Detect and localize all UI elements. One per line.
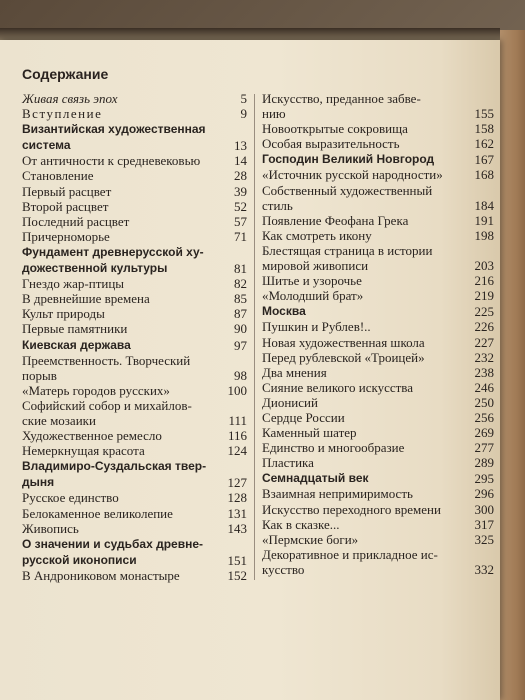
toc-page-number: 28: [234, 168, 247, 184]
toc-entry-title: Шитье и узорочье: [262, 273, 362, 289]
toc-entry-line: [22, 413, 247, 428]
toc-entry: [262, 517, 494, 532]
toc-entry-line: [22, 521, 247, 536]
toc-entry-title: Владимиро-Суздальская твер-: [22, 459, 207, 474]
toc-entry-line: [262, 455, 494, 470]
toc-entry-line: [262, 183, 494, 198]
toc-page-number: 82: [234, 276, 247, 292]
toc-entry: [22, 321, 247, 336]
page-title: Содержание: [22, 66, 109, 82]
toc-page-number: 90: [234, 321, 247, 337]
toc-entry-line: [262, 167, 494, 182]
toc-entry: [22, 106, 247, 121]
toc-entry-title: Становление: [22, 168, 94, 184]
toc-page-number: 158: [474, 121, 494, 137]
toc-page-number: 13: [234, 138, 247, 154]
toc-page-number: 300: [474, 501, 494, 517]
toc-entry-line: [22, 368, 247, 383]
toc-entry-title: Декоративное и прикладное ис-: [262, 546, 438, 562]
toc-entry-title: В Андрониковом монастыре: [22, 567, 180, 583]
toc-page-number: 151: [227, 552, 247, 568]
toc-page-number: 289: [474, 455, 494, 471]
toc-entry-line: [22, 199, 247, 214]
toc-entry: [22, 91, 247, 106]
toc-entry-line: [22, 260, 247, 276]
toc-entry-line: [22, 398, 247, 413]
toc-page-number: 203: [474, 258, 494, 274]
toc-entry-line: [262, 303, 494, 319]
toc-entry-line: [22, 276, 247, 291]
column-divider: [254, 94, 255, 580]
toc-entry-line: [262, 243, 494, 258]
toc-entry-title: О значении и судьбах древне-: [22, 536, 203, 551]
toc-entry: [22, 536, 247, 568]
toc-entry-title: Новая художественная школа: [262, 334, 425, 350]
toc-entry-title: Господин Великий Новгород: [262, 152, 435, 167]
toc-left-column: [22, 91, 247, 583]
toc-entry-title: Искусство переходного времени: [262, 501, 441, 517]
toc-entry: [22, 229, 247, 244]
toc-entry-title: Пушкин и Рублев!..: [262, 319, 371, 335]
toc-entry-line: [22, 337, 247, 353]
toc-entry-title: Единство и многообразие: [262, 440, 405, 456]
toc-entry: [262, 455, 494, 470]
toc-entry: [22, 458, 247, 490]
toc-entry-line: [22, 306, 247, 321]
toc-entry-line: [262, 273, 494, 288]
toc-entry-line: [262, 213, 494, 228]
toc-page-number: 152: [227, 567, 247, 583]
toc-entry: [22, 383, 247, 398]
toc-page-number: 52: [234, 198, 247, 214]
toc-entry-title: Вступление: [22, 106, 103, 122]
toc-page-number: 131: [227, 505, 247, 521]
toc-entry: [262, 136, 494, 151]
toc-entry: [262, 151, 494, 167]
toc-entry: [262, 91, 494, 121]
toc-entry-title: Блестящая страница в истории: [262, 242, 433, 258]
toc-entry-title: Как смотреть икону: [262, 227, 372, 243]
toc-entry: [22, 490, 247, 505]
toc-entry: [262, 547, 494, 577]
toc-entry-title: Москва: [262, 304, 306, 319]
toc-entry-title: Киевская держава: [22, 337, 131, 352]
toc-entry-title: «Источник русской народности»: [262, 167, 443, 183]
toc-entry: [262, 350, 494, 365]
toc-entry-title: Искусство, преданное забве-: [262, 91, 421, 106]
toc-entry-title: Собственный художественный: [262, 182, 433, 198]
toc-entry: [262, 410, 494, 425]
toc-page-number: 116: [227, 428, 247, 444]
toc-page-number: 124: [227, 443, 247, 459]
toc-page-number: 216: [474, 273, 494, 289]
toc-entry-line: [22, 214, 247, 229]
toc-page-number: 225: [474, 304, 494, 320]
toc-entry-title: Взаимная непримиримость: [262, 486, 413, 502]
toc-page-number: 98: [234, 367, 247, 383]
toc-entry-line: [22, 458, 247, 474]
toc-entry-line: [262, 547, 494, 562]
toc-entry-title: Русское единство: [22, 490, 119, 506]
toc-entry-title: Причерноморье: [22, 228, 110, 244]
toc-entry-line: [262, 410, 494, 425]
toc-entry: [22, 353, 247, 383]
toc-entry-title: «Пермские боги»: [262, 531, 359, 547]
toc-entry-line: [262, 106, 494, 121]
toc-entry-title: В древнейшие времена: [22, 291, 150, 307]
toc-entry: [22, 121, 247, 153]
toc-page-number: 167: [474, 152, 494, 168]
toc-entry: [22, 291, 247, 306]
toc-entry-title: Два мнения: [262, 364, 327, 380]
toc-entry-line: [262, 395, 494, 410]
toc-entry-line: [22, 568, 247, 583]
toc-entry-line: [22, 137, 247, 153]
toc-entry: [262, 213, 494, 228]
toc-entry: [262, 365, 494, 380]
toc-page-number: 9: [240, 106, 247, 122]
toc-entry-title: русской иконописи: [22, 552, 137, 567]
toc-entry: [262, 470, 494, 486]
toc-page-number: 226: [474, 319, 494, 335]
toc-entry-line: [22, 536, 247, 552]
toc-entry-title: Новооткрытые сокровища: [262, 121, 408, 137]
toc-entry: [262, 335, 494, 350]
toc-page-number: 256: [474, 409, 494, 425]
toc-entry-title: Софийский собор и михайлов-: [22, 397, 192, 413]
toc-entry-title: «Молодший брат»: [262, 288, 364, 304]
toc-page-number: 325: [474, 531, 494, 547]
toc-page-number: 332: [474, 561, 494, 577]
toc-entry-line: [262, 502, 494, 517]
toc-entry-title: Белокаменное великолепие: [22, 505, 173, 521]
toc-entry-line: [262, 517, 494, 532]
toc-entry-title: ские мозаики: [22, 412, 96, 428]
toc-page-number: 232: [474, 349, 494, 365]
toc-page-number: 39: [234, 183, 247, 199]
toc-right-column: [262, 91, 494, 577]
toc-entry-title: Немеркнущая красота: [22, 443, 145, 459]
toc-page-number: 317: [474, 516, 494, 532]
toc-entry-title: нию: [262, 106, 286, 122]
toc-entry: [22, 428, 247, 443]
toc-entry-line: [262, 335, 494, 350]
toc-entry-title: «Матерь городов русских»: [22, 382, 170, 398]
toc-entry-line: [262, 532, 494, 547]
toc-entry-line: [262, 198, 494, 213]
toc-entry-line: [22, 490, 247, 505]
toc-page-number: 269: [474, 425, 494, 441]
toc-page-number: 198: [474, 227, 494, 243]
toc-page-number: 143: [227, 520, 247, 536]
toc-page-number: 295: [474, 471, 494, 487]
toc-entry-line: [262, 288, 494, 303]
toc-entry: [22, 521, 247, 536]
toc-entry-line: [262, 562, 494, 577]
toc-entry-line: [262, 365, 494, 380]
toc-entry-title: порыв: [22, 367, 57, 383]
toc-entry: [22, 199, 247, 214]
toc-entry-title: Живая связь эпох: [22, 91, 118, 106]
toc-entry: [22, 153, 247, 168]
toc-page-number: 162: [474, 136, 494, 152]
toc-entry-line: [22, 428, 247, 443]
toc-entry-line: [22, 291, 247, 306]
toc-page-number: 97: [234, 337, 247, 353]
toc-entry-title: От античности к средневековью: [22, 153, 201, 169]
toc-entry-line: [22, 443, 247, 458]
toc-entry: [22, 568, 247, 583]
toc-entry: [262, 502, 494, 517]
toc-page-number: 71: [234, 228, 247, 244]
toc-entry-line: [22, 229, 247, 244]
toc-entry: [22, 244, 247, 276]
toc-entry: [22, 506, 247, 521]
toc-entry-line: [22, 383, 247, 398]
toc-entry-line: [22, 552, 247, 568]
toc-entry-line: [262, 91, 494, 106]
toc-page-number: 277: [474, 440, 494, 456]
toc-page-number: 81: [234, 261, 247, 277]
toc-entry-title: дожественной культуры: [22, 261, 168, 276]
toc-entry-title: Художественное ремесло: [22, 428, 162, 444]
toc-entry-title: стиль: [262, 197, 293, 213]
toc-entry: [22, 337, 247, 353]
toc-entry-line: [22, 474, 247, 490]
toc-entry: [262, 395, 494, 410]
toc-entry-line: [262, 151, 494, 167]
toc-entry: [262, 440, 494, 455]
toc-entry-line: [262, 380, 494, 395]
toc-entry-title: Последний расцвет: [22, 213, 130, 229]
toc-page-number: 219: [474, 288, 494, 304]
toc-page-number: 85: [234, 291, 247, 307]
toc-entry-title: кусство: [262, 561, 305, 577]
toc-entry-line: [262, 440, 494, 455]
toc-entry-line: [22, 106, 247, 121]
toc-entry-title: Гнездо жар-птицы: [22, 276, 125, 292]
toc-entry: [262, 288, 494, 303]
toc-entry-title: мировой живописи: [262, 258, 369, 274]
toc-page-number: 14: [234, 153, 247, 169]
toc-entry-title: Культ природы: [22, 306, 105, 322]
toc-entry: [262, 243, 494, 273]
toc-page-number: 5: [240, 91, 247, 106]
toc-entry-line: [262, 425, 494, 440]
toc-entry: [262, 425, 494, 440]
toc-entry-line: [262, 258, 494, 273]
toc-entry-line: [22, 153, 247, 168]
toc-page-number: 128: [227, 490, 247, 506]
toc-entry-line: [262, 470, 494, 486]
toc-entry-title: Фундамент древнерусской ху-: [22, 244, 204, 259]
toc-entry-line: [262, 121, 494, 136]
toc-entry-line: [262, 136, 494, 151]
toc-entry: [262, 380, 494, 395]
toc-entry: [262, 303, 494, 319]
toc-entry: [262, 319, 494, 334]
toc-entry-title: Каменный шатер: [262, 425, 357, 441]
toc-page-number: 184: [474, 197, 494, 213]
toc-entry: [22, 306, 247, 321]
toc-page-number: 127: [227, 475, 247, 491]
toc-entry-line: [22, 506, 247, 521]
toc-page-number: 191: [474, 212, 494, 228]
toc-entry-title: Семнадцатый век: [262, 471, 369, 486]
toc-entry: [262, 167, 494, 182]
toc-entry-title: Перед рублевской «Троицей»: [262, 349, 425, 365]
toc-page-number: 246: [474, 379, 494, 395]
toc-entry-line: [22, 353, 247, 368]
toc-page-number: 296: [474, 486, 494, 502]
toc-entry-title: Преемственность. Творческий: [22, 352, 191, 368]
toc-entry-title: Как в сказке...: [262, 516, 340, 532]
toc-entry: [22, 443, 247, 458]
toc-entry-line: [22, 121, 247, 137]
toc-entry-title: Первые памятники: [22, 321, 128, 337]
toc-entry: [22, 214, 247, 229]
toc-page-number: 250: [474, 394, 494, 410]
toc-entry-title: Первый расцвет: [22, 183, 112, 199]
toc-entry-title: система: [22, 138, 71, 153]
toc-page-number: 168: [474, 167, 494, 183]
toc-page-number: 57: [234, 213, 247, 229]
toc-entry: [22, 398, 247, 428]
toc-entry: [22, 168, 247, 183]
toc-entry: [262, 486, 494, 501]
toc-entry-title: Сияние великого искусства: [262, 379, 414, 395]
toc-entry-title: Живопись: [22, 520, 79, 536]
toc-page-number: 227: [474, 334, 494, 350]
toc-entry-line: [22, 244, 247, 260]
toc-entry-line: [262, 319, 494, 334]
toc-entry: [262, 121, 494, 136]
toc-entry-line: [22, 321, 247, 336]
toc-entry-title: Особая выразительность: [262, 136, 400, 152]
toc-entry-line: [262, 228, 494, 243]
toc-entry: [262, 228, 494, 243]
toc-entry-title: Появление Феофана Грека: [262, 212, 409, 228]
toc-entry-title: дыня: [22, 475, 55, 490]
toc-entry-title: Дионисий: [262, 394, 318, 410]
toc-entry-line: [22, 91, 247, 106]
toc-entry: [22, 184, 247, 199]
toc-page-number: 238: [474, 364, 494, 380]
toc-page-number: 155: [474, 106, 494, 122]
toc-entry-line: [262, 486, 494, 501]
toc-page-number: 111: [228, 412, 247, 428]
toc-entry: [262, 532, 494, 547]
toc-entry-title: Сердце России: [262, 409, 345, 425]
toc-entry: [262, 183, 494, 213]
toc-entry: [262, 273, 494, 288]
toc-entry-title: Византийская художественная: [22, 122, 206, 137]
toc-entry-title: Пластика: [262, 455, 314, 471]
toc-page-number: 100: [227, 382, 247, 398]
toc-entry: [22, 276, 247, 291]
toc-entry-line: [262, 350, 494, 365]
toc-entry-line: [22, 184, 247, 199]
toc-entry-title: Второй расцвет: [22, 198, 109, 214]
toc-page-number: 87: [234, 306, 247, 322]
toc-entry-line: [22, 168, 247, 183]
